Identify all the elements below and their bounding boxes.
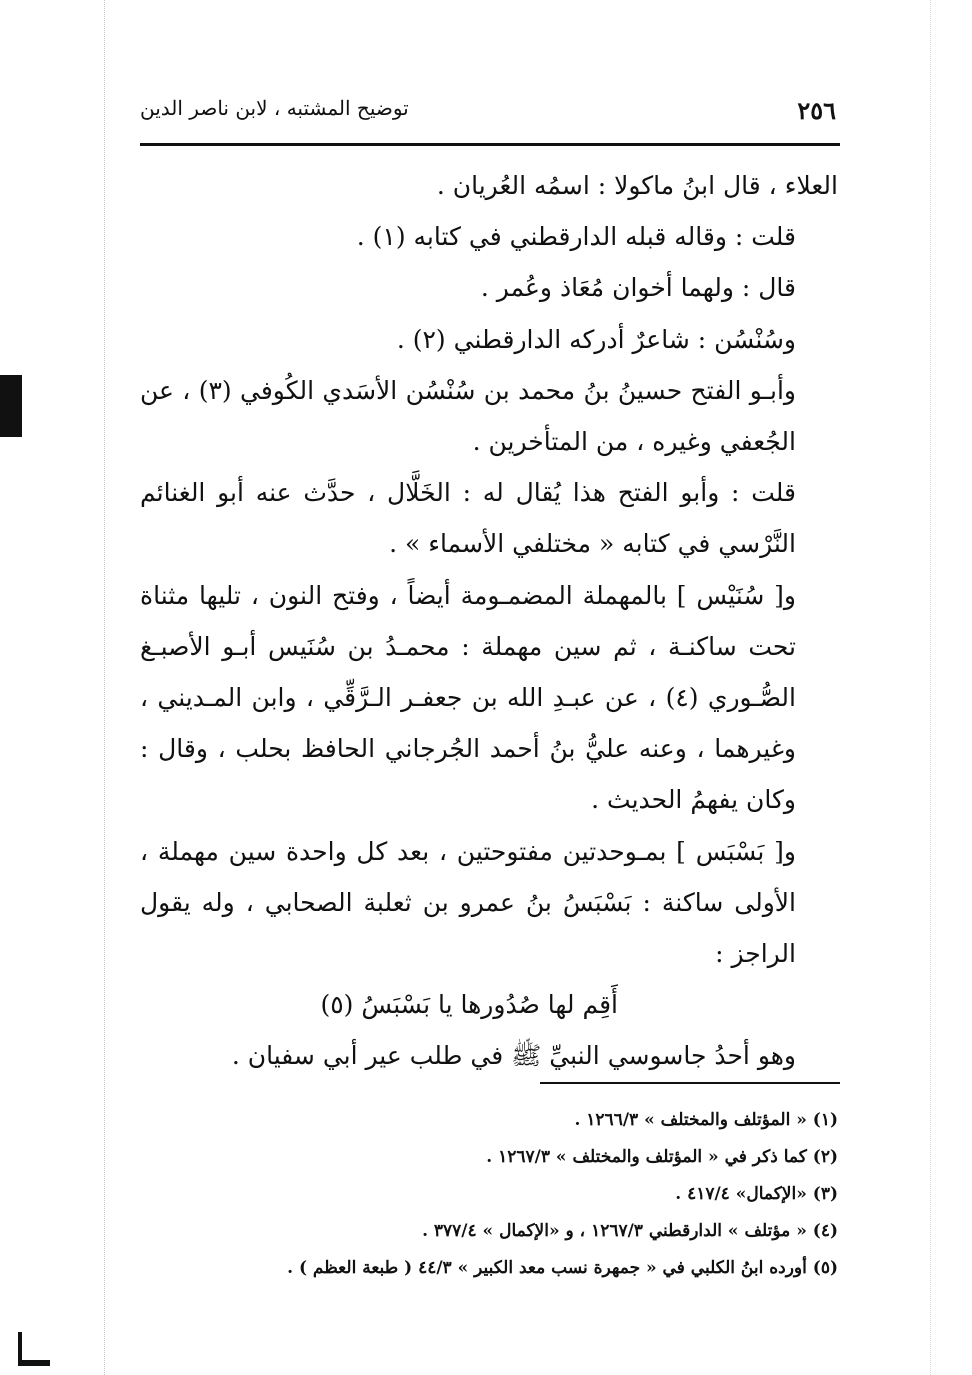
running-title: توضيح المشتبه ، لابن ناصر الدين bbox=[140, 96, 409, 120]
paragraph: قلت : وقاله قبله الدارقطني في كتابه (١) . bbox=[356, 222, 796, 252]
paragraph: قال : ولهما أخوان مُعَاذ وعُمر . bbox=[480, 273, 796, 303]
verse-line: أَقِم لها صُدُورها يا بَسْبَسُ (٥) bbox=[320, 990, 618, 1020]
crop-corner-mark bbox=[18, 1332, 50, 1366]
paragraph: وأبـو الفتح حسينُ بنُ محمد بن سُنْسُن الأسَدي الكُوفي (٣) ، عن الجُعفي وغيره ، من المتأخرين . bbox=[140, 375, 796, 457]
paragraph: و[ بَسْبَس ] بمـوحدتين مفتوحتين ، بعد كل واحدة سين مهملة ، الأولى ساكنة : بَسْبَسُ بنُ عمرو بن ثعلبة الصحابي ، وله يقول الراجز : bbox=[140, 836, 796, 969]
page-header bbox=[140, 92, 840, 132]
footnote: (٣) «الإكمال» ٤١٧/٤ . bbox=[675, 1184, 838, 1204]
footnote: (١) « المؤتلف والمختلف » ١٢٦٦/٣ . bbox=[574, 1110, 838, 1130]
footnote-rule bbox=[540, 1082, 840, 1084]
footnotes bbox=[140, 1102, 838, 1287]
page-number: ٢٥٦ bbox=[797, 96, 836, 125]
paragraph: العلاء ، قال ابنُ ماكولا : اسمُه العُريان . bbox=[436, 171, 838, 200]
footnote: (٥) أورده ابنُ الكلبي في « جمهرة نسب معد الكبير » ٤٤/٣ ( طبعة العظم ) . bbox=[287, 1258, 838, 1278]
scan-margin-dots-left bbox=[104, 0, 105, 1375]
main-text bbox=[140, 160, 838, 1082]
paragraph: قلت : وأبو الفتح هذا يُقال له : الخَلَّال ، حدَّث عنه أبو الغنائم النَّرْسي في كتابه « مختلفي الأسماء » . bbox=[140, 478, 796, 559]
footnote: (٤) « مؤتلف » الدارقطني ١٢٦٧/٣ ، و «الإكمال » ٣٧٧/٤ . bbox=[422, 1221, 838, 1241]
scan-edge-mark bbox=[0, 375, 22, 437]
paragraph: وهو أحدُ جاسوسي النبيِّ ﷺ في طلب عير أبي سفيان . bbox=[231, 1041, 796, 1071]
paragraph: وسُنْسُن : شاعرٌ أدركه الدارقطني (٢) . bbox=[396, 324, 796, 354]
header-rule bbox=[140, 143, 840, 146]
footnote: (٢) كما ذكر في « المؤتلف والمختلف » ١٢٦٧/٣ . bbox=[486, 1147, 838, 1167]
scan-margin-dots-right bbox=[930, 0, 931, 1375]
paragraph: و[ سُنَيْس ] بالمهملة المضمـومة أيضاً ، وفتح النون ، تليها مثناة تحت ساكنـة ، ثم سين مهملة : محمـدُ بن سُنَيس أبـو الأصبـغ الصُّـوري (٤) ، عن عبـدِ الله بن جعفـر الـرَّقِّي ، وابن المـديني ، وغيرهما ، وعنه عليُّ بنُ أحمد الجُرجاني الحافظ بحلب ، وقال : وكان يفهمُ الحديث . bbox=[140, 580, 796, 815]
